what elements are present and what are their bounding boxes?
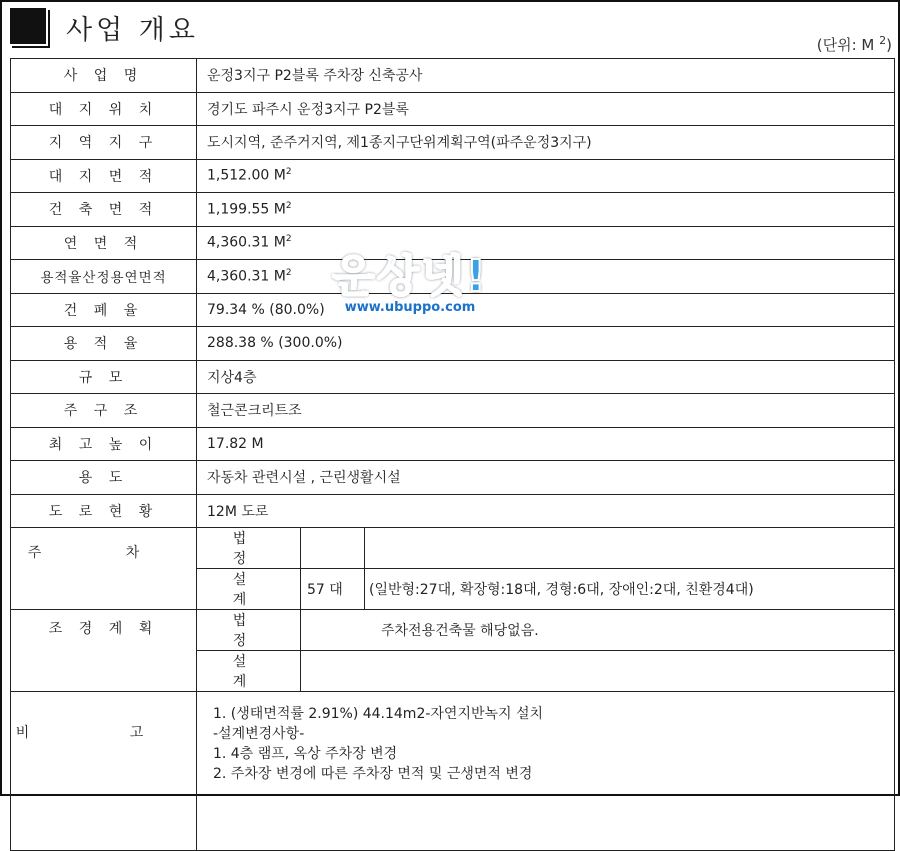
row-value: 288.38 % (300.0%) [197,327,895,361]
row-value: 자동차 관련시설 , 근린생활시설 [197,461,895,495]
row-label: 용 적 율 [11,327,197,361]
row-value: 4,360.31 $M^2$ [197,226,895,260]
row-value: 17.82 M [197,427,895,461]
table-row [11,126,895,160]
row-value: 4,360.31 $M^2$ [197,260,895,294]
row-label: 용적율산정용연면적 [11,260,197,294]
row-label: 최 고 높 이 [11,427,197,461]
remarks-notes [197,692,895,851]
table-row [11,461,895,495]
parking-law-count [301,528,365,569]
table-row [11,360,895,394]
row-label: 규 모 [11,360,197,394]
table-row [11,193,895,227]
remarks-label: 비 고 [11,692,197,851]
row-label: 도 로 현 황 [11,494,197,528]
landscape-law-value: 주차전용건축물 해당없음. [301,610,895,651]
table-row [11,159,895,193]
parking-label: 주 차 [11,528,197,610]
table-row [11,59,895,93]
row-value: 운정3지구 P2블록 주차장 신축공사 [197,59,895,93]
row-value: 철근콘크리트조 [197,394,895,428]
row-label: 건 축 면 적 [11,193,197,227]
parking-design-count: 57 대 [301,569,365,610]
parking-law-label: 법 정 [197,528,301,569]
title-square-icon [10,8,46,44]
remarks-row [11,692,895,851]
overview-table [10,58,895,851]
parking-design-label: 설 계 [197,569,301,610]
row-label: 사 업 명 [11,59,197,93]
landscape-design-value [301,651,895,692]
row-label: 대 지 위 치 [11,92,197,126]
row-label: 건 폐 율 [11,293,197,327]
table-row [11,494,895,528]
parking-law-detail [365,528,895,569]
parking-law-row [11,528,895,569]
row-value: 도시지역, 준주거지역, 제1종지구단위계획구역(파주운정3지구) [197,126,895,160]
row-label: 지 역 지 구 [11,126,197,160]
landscape-design-label: 설 계 [197,651,301,692]
row-label: 연 면 적 [11,226,197,260]
row-label: 주 구 조 [11,394,197,428]
row-value: 지상4층 [197,360,895,394]
parking-design-detail: (일반형:27대, 확장형:18대, 경형:6대, 장애인:2대, 친환경4대) [365,569,895,610]
table-row [11,427,895,461]
watermark [330,240,490,315]
table-row [11,394,895,428]
remarks-line: 2. 주차장 변경에 따른 주차장 면적 및 근생면적 변경 [213,766,533,782]
row-value: 12M 도로 [197,494,895,528]
landscape-law-row [11,610,895,651]
remarks-line: -설계변경사항- [213,726,305,742]
row-value: 1,512.00 $M^2$ [197,159,895,193]
page-title: 사업 개요 [66,15,199,46]
landscape-label: 조 경 계 획 [11,610,197,692]
unit-label: (단위: M $^2$) [816,34,892,54]
row-value: 1,199.55 $M^2$ [197,193,895,227]
remarks-line: 1. (생태면적률 2.91%) 44.14m2-자연지반녹지 설치 [213,706,544,722]
row-value: 경기도 파주시 운정3지구 P2블록 [197,92,895,126]
landscape-law-label: 법 정 [197,610,301,651]
watermark-url: www.ubuppo.com [344,300,476,315]
row-label: 대 지 면 적 [11,159,197,193]
remarks-line: 1. 4층 램프, 옥상 주차장 변경 [213,746,398,762]
row-value: 79.34 % (80.0%) [197,293,895,327]
watermark-logo-text: 운상넷! [332,251,488,302]
row-label: 용 도 [11,461,197,495]
table-row [11,92,895,126]
table-row [11,327,895,361]
